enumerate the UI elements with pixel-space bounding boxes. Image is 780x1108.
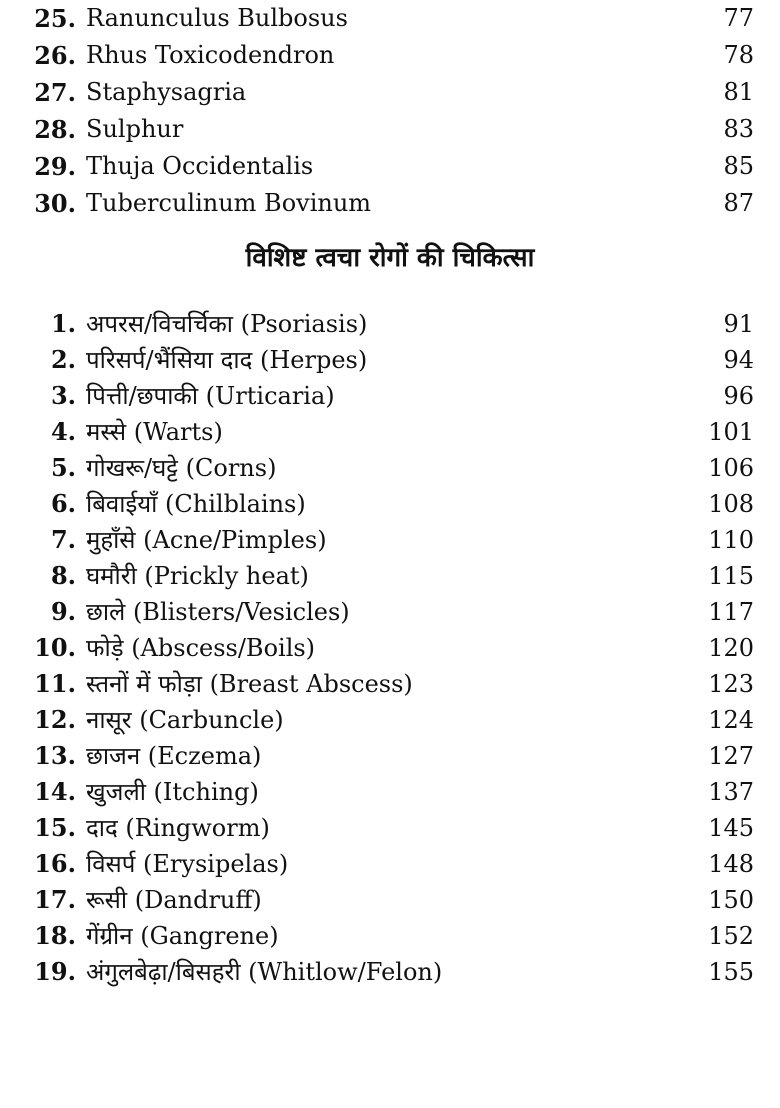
- entry-title: छाले (Blisters/Vesicles): [86, 598, 350, 626]
- entry-title: Tuberculinum Bovinum: [86, 189, 372, 217]
- toc-entry: [0, 594, 780, 630]
- toc-entry: [0, 450, 780, 486]
- entry-number: 25.: [34, 4, 76, 33]
- entry-number: 30.: [34, 189, 76, 218]
- toc-entry: [0, 74, 780, 111]
- entry-page: 78: [723, 41, 754, 69]
- entry-page: 120: [708, 634, 754, 662]
- entry-title: रूसी (Dandruff): [86, 886, 262, 914]
- entry-title: फोड़े (Abscess/Boils): [86, 634, 316, 662]
- toc-entry: [0, 666, 780, 702]
- entry-page: 137: [708, 778, 754, 806]
- entry-number: 3.: [50, 381, 76, 410]
- entry-number: 18.: [34, 921, 76, 950]
- entry-title: अपरस/विचर्चिका (Psoriasis): [86, 310, 368, 338]
- entry-title: Sulphur: [86, 115, 184, 143]
- toc-list-remedies: [0, 0, 780, 222]
- entry-page: 91: [723, 310, 754, 338]
- entry-number: 7.: [50, 525, 76, 554]
- entry-page: 96: [723, 382, 754, 410]
- toc-entry: [0, 486, 780, 522]
- entry-title: विसर्प (Erysipelas): [86, 850, 289, 878]
- entry-number: 29.: [34, 152, 76, 181]
- toc-entry: [0, 148, 780, 185]
- entry-page: 94: [723, 346, 754, 374]
- entry-page: 110: [708, 526, 754, 554]
- entry-page: 150: [708, 886, 754, 914]
- entry-number: 28.: [34, 115, 76, 144]
- entry-number: 9.: [50, 597, 76, 626]
- entry-page: 155: [708, 958, 754, 986]
- entry-title: Ranunculus Bulbosus: [86, 4, 348, 32]
- toc-list-skin-diseases: [0, 306, 780, 990]
- entry-page: 87: [723, 189, 754, 217]
- toc-entry: [0, 378, 780, 414]
- entry-number: 15.: [34, 813, 76, 842]
- entry-page: 83: [723, 115, 754, 143]
- entry-number: 16.: [34, 849, 76, 878]
- toc-entry: [0, 738, 780, 774]
- entry-title: छाजन (Eczema): [86, 742, 262, 770]
- entry-page: 106: [708, 454, 754, 482]
- entry-number: 11.: [34, 669, 76, 698]
- entry-number: 5.: [50, 453, 76, 482]
- entry-title: मुहाँसे (Acne/Pimples): [86, 526, 327, 554]
- toc-entry: [0, 185, 780, 222]
- entry-page: 115: [708, 562, 754, 590]
- entry-number: 14.: [34, 777, 76, 806]
- entry-page: 148: [708, 850, 754, 878]
- toc-entry: [0, 954, 780, 990]
- entry-title: दाद (Ringworm): [86, 814, 270, 842]
- toc-entry: [0, 846, 780, 882]
- entry-title: Staphysagria: [86, 78, 247, 106]
- toc-entry: [0, 111, 780, 148]
- entry-number: 26.: [34, 41, 76, 70]
- entry-title: बिवाईयाँ (Chilblains): [86, 490, 306, 518]
- entry-number: 10.: [34, 633, 76, 662]
- toc-entry: [0, 774, 780, 810]
- toc-entry: [0, 702, 780, 738]
- toc-entry: [0, 522, 780, 558]
- entry-number: 8.: [50, 561, 76, 590]
- toc-entry: [0, 0, 780, 37]
- entry-title: गोखरू/घट्टे (Corns): [86, 454, 277, 482]
- toc-entry: [0, 306, 780, 342]
- toc-entry: [0, 630, 780, 666]
- toc-entry: [0, 414, 780, 450]
- entry-number: 19.: [34, 957, 76, 986]
- toc-entry: [0, 558, 780, 594]
- toc-entry: [0, 810, 780, 846]
- entry-number: 6.: [50, 489, 76, 518]
- entry-page: 108: [708, 490, 754, 518]
- entry-page: 101: [708, 418, 754, 446]
- entry-number: 2.: [50, 345, 76, 374]
- entry-title: परिसर्प/भैंसिया दाद (Herpes): [86, 346, 368, 374]
- entry-title: Thuja Occidentalis: [86, 152, 314, 180]
- entry-title: मस्से (Warts): [86, 418, 223, 446]
- toc-entry: [0, 37, 780, 74]
- entry-title: नासूर (Carbuncle): [86, 706, 284, 734]
- entry-page: 145: [708, 814, 754, 842]
- entry-number: 1.: [50, 309, 76, 338]
- entry-page: 123: [708, 670, 754, 698]
- entry-title: घमौरी (Prickly heat): [86, 562, 309, 590]
- entry-title: अंगुलबेढ़ा/बिसहरी (Whitlow/Felon): [86, 958, 443, 986]
- entry-page: 85: [723, 152, 754, 180]
- entry-number: 27.: [34, 78, 76, 107]
- entry-page: 117: [708, 598, 754, 626]
- entry-page: 152: [708, 922, 754, 950]
- entry-title: खुजली (Itching): [86, 778, 259, 806]
- entry-number: 17.: [34, 885, 76, 914]
- entry-page: 124: [708, 706, 754, 734]
- entry-page: 77: [723, 4, 754, 32]
- toc-entry: [0, 918, 780, 954]
- entry-number: 13.: [34, 741, 76, 770]
- section-heading: विशिष्ट त्वचा रोगों की चिकित्सा: [245, 243, 535, 273]
- toc-entry: [0, 882, 780, 918]
- entry-number: 4.: [50, 417, 76, 446]
- entry-page: 81: [723, 78, 754, 106]
- entry-title: स्तनों में फोड़ा (Breast Abscess): [86, 670, 413, 698]
- toc-entry: [0, 342, 780, 378]
- entry-title: गेंग्रीन (Gangrene): [86, 922, 279, 950]
- entry-title: Rhus Toxicodendron: [86, 41, 335, 69]
- entry-page: 127: [708, 742, 754, 770]
- entry-number: 12.: [34, 705, 76, 734]
- entry-title: पित्ती/छपाकी (Urticaria): [86, 382, 335, 410]
